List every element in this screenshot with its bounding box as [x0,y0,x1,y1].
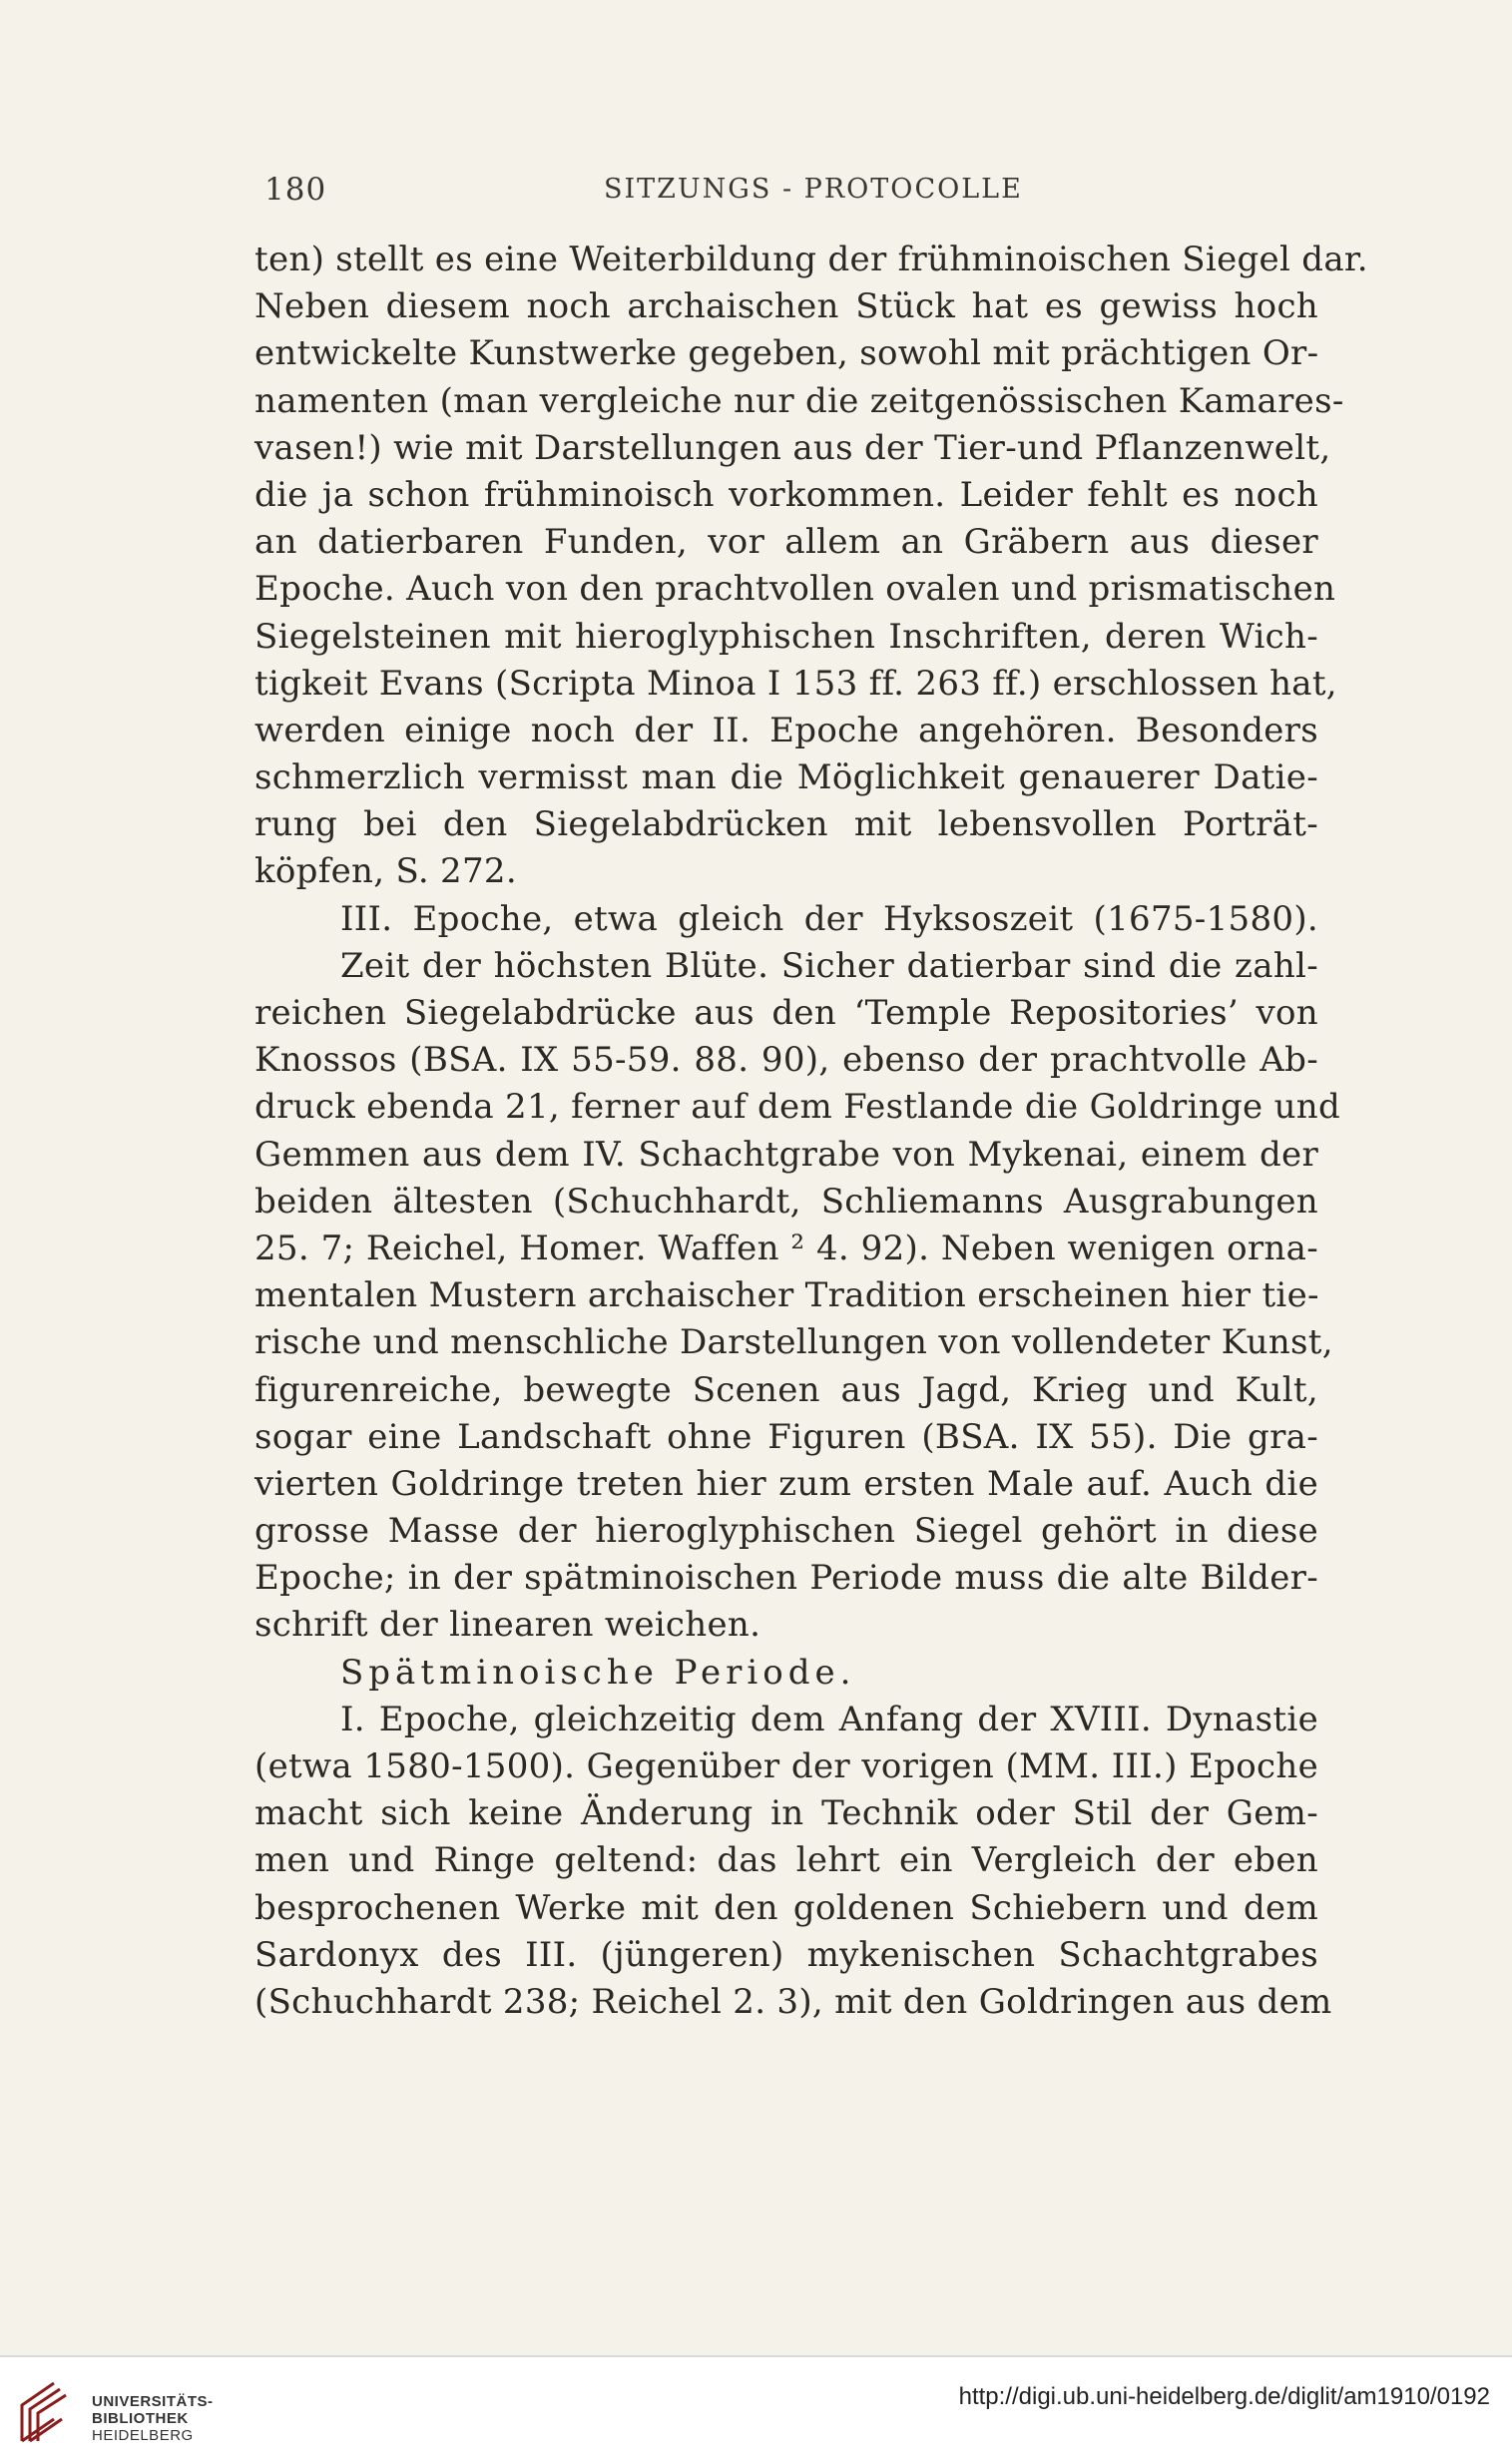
text-line: Epoche. Auch von den prachtvollen ovalen und prismatischen [254,569,1336,610]
text-line: Neben diesem noch archaischen Stück hat es gewiss hoch [254,286,1318,327]
library-name [92,2393,214,2444]
text-line: Knossos (BSA. IX 55-59. 88. 90), ebenso der prachtvolle Ab- [254,1040,1318,1081]
permalink-url[interactable]: http://digi.ub.uni-heidelberg.de/diglit/am1910/0192 [958,2383,1490,2410]
digitization-footer [0,2355,1512,2463]
text-line: rische und menschliche Darstellungen von vollendeter Kunst, [254,1322,1333,1363]
text-line: mentalen Mustern archaischer Tradition erscheinen hier tie- [254,1275,1319,1316]
text-line: die ja schon frühminoisch vorkommen. Leider fehlt es noch [254,474,1318,515]
text-line: namenten (man vergleiche nur die zeitgenössischen Kamares- [254,380,1344,421]
text-line: tigkeit Evans (Scripta Minoa I 153 ff. 263 ff.) erschlossen hat, [254,663,1337,704]
library-name-line: HEIDELBERG [92,2427,194,2444]
text-line: men und Ringe geltend: das lehrt ein Vergleich der eben [254,1840,1318,1881]
text-line: ten) stellt es eine Weiterbildung der frühminoischen Siegel dar. [254,240,1368,279]
text-line: figurenreiche, bewegte Scenen aus Jagd, Krieg und Kult, [254,1369,1318,1410]
library-name-line: BIBLIOTHEK [92,2410,189,2427]
text-line: werden einige noch der II. Epoche angehören. Besonders [254,710,1318,750]
text-line: köpfen, S. 272. [254,851,517,892]
text-line: (Schuchhardt 238; Reichel 2. 3), mit den Goldringen aus dem [254,1981,1332,2022]
text-line: vierten Goldringe treten hier zum ersten Male auf. Auch die [254,1463,1318,1504]
footer-divider [0,2355,1512,2357]
heidelberg-library-logo-icon[interactable] [14,2375,86,2447]
text-line: Gemmen aus dem IV. Schachtgrabe von Mykenai, einem der [254,1134,1318,1175]
text-line: schmerzlich vermisst man die Möglichkeit genauerer Datie- [254,757,1318,798]
text-line: rung bei den Siegelabdrücken mit lebensvollen Porträt- [254,804,1318,845]
text-line: besprochenen Werke mit den goldenen Schiebern und dem [254,1887,1318,1928]
text-line: Siegelsteinen mit hieroglyphischen Inschriften, deren Wich- [254,616,1318,657]
text-line: Sardonyx des III. (jüngeren) mykenischen Schachtgrabes [254,1934,1318,1975]
running-title: SITZUNGS - PROTOCOLLE [604,174,1023,205]
text-line: Epoche; in der spätminoischen Periode muss die alte Bilder- [254,1558,1318,1599]
text-line: vasen!) wie mit Darstellungen aus der Tier-und Pflanzenwelt, [254,427,1331,468]
text-line: (etwa 1580-1500). Gegenüber der vorigen (MM. III.) Epoche [254,1746,1318,1786]
library-name-line: UNIVERSITÄTS- [92,2393,214,2410]
page-number: 180 [264,172,327,208]
text-line: sogar eine Landschaft ohne Figuren (BSA. IX 55). Die gra- [254,1416,1318,1457]
text-line: Zeit der höchsten Blüte. Sicher datierbar sind die zahl- [340,945,1318,986]
section-heading-line: III. Epoche, etwa gleich der Hyksoszeit (1675-1580). [340,898,1318,939]
text-line: schrift der linearen weichen. [254,1605,761,1646]
text-line: beiden ältesten (Schuchhardt, Schliemanns Ausgrabungen [254,1181,1318,1222]
text-line: entwickelte Kunstwerke gegeben, sowohl mit prächtigen Or- [254,333,1319,374]
text-line: macht sich keine Änderung in Technik oder Stil der Gem- [254,1793,1318,1834]
text-line: grosse Masse der hieroglyphischen Siegel gehört in diese [254,1511,1318,1552]
section-heading-line: I. Epoche, gleichzeitig dem Anfang der XVIII. Dynastie [340,1699,1318,1739]
section-heading: Spätminoische Periode. [340,1652,856,1693]
running-head [264,172,1332,212]
text-line: 25. 7; Reichel, Homer. Waffen ² 4. 92). Neben wenigen orna- [254,1228,1318,1268]
text-line: an datierbaren Funden, vor allem an Gräbern aus dieser [254,522,1318,563]
body-text [254,237,1368,2026]
text-line: druck ebenda 21, ferner auf dem Festlande die Goldringe und [254,1087,1341,1128]
text-line: reichen Siegelabdrücke aus den ‘Temple Repositories’ von [254,993,1318,1033]
